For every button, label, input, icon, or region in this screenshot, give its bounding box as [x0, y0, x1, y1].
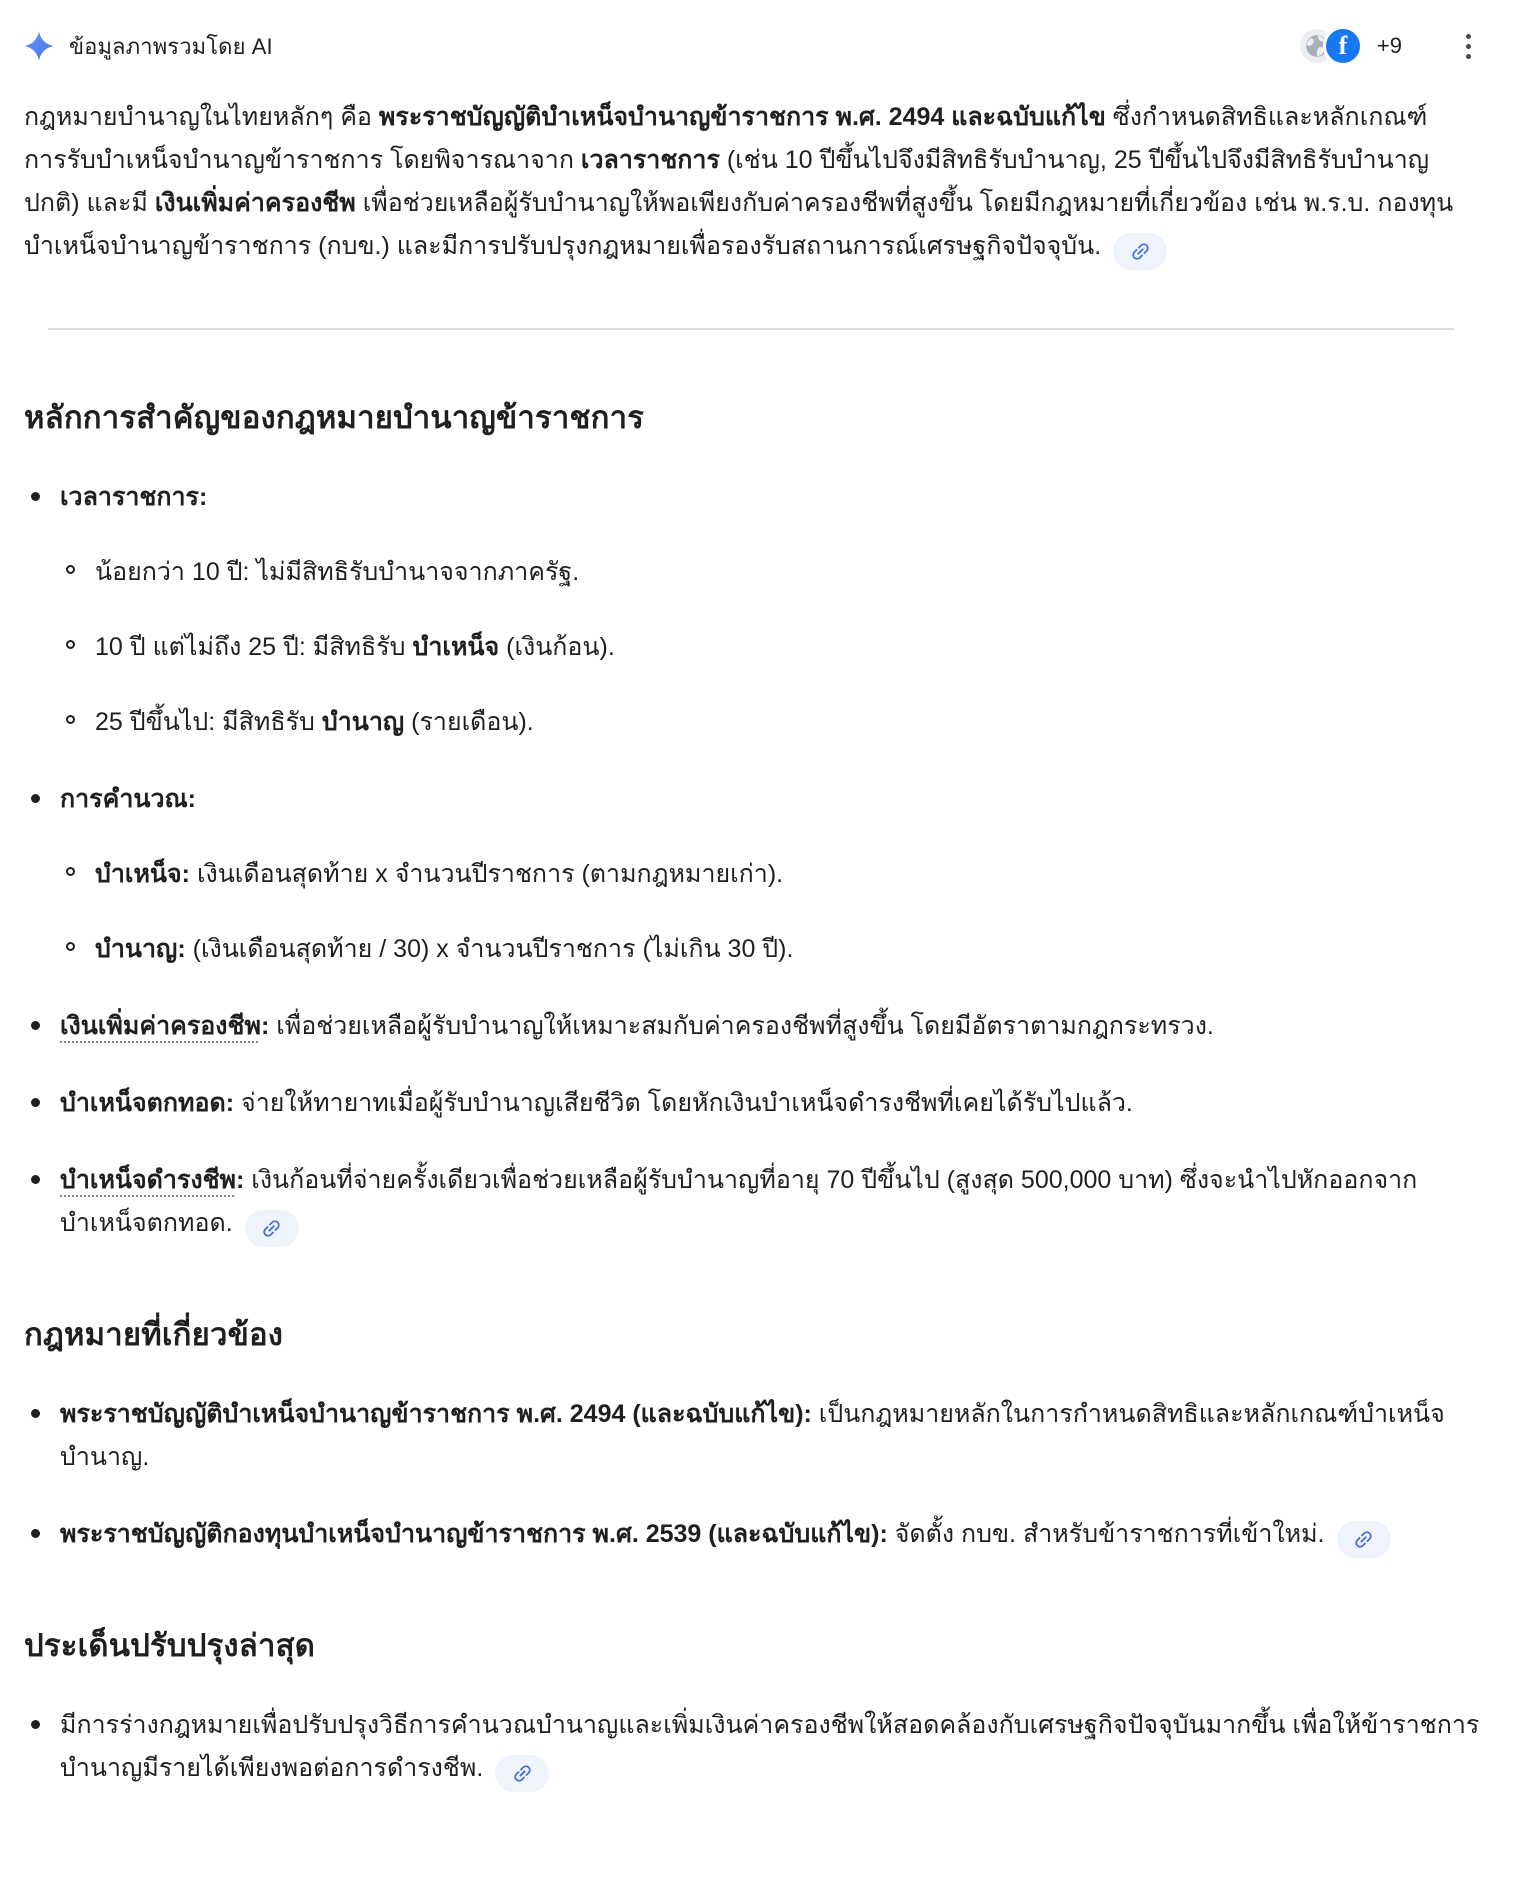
facebook-favicon-icon: f [1323, 26, 1363, 66]
text-segment: เงินเพิ่มค่าครองชีพ [60, 1012, 261, 1040]
circle-bullet-marker [66, 565, 75, 574]
section-divider [48, 328, 1454, 330]
kebab-dot [1466, 34, 1471, 39]
text-segment: 25 ปีขึ้นไป: มีสิทธิรับ [95, 708, 322, 736]
disc-bullet-marker [31, 1529, 40, 1538]
bullet-item [24, 476, 1484, 519]
disc-bullet-marker [31, 1720, 40, 1729]
bullet-text [60, 476, 1484, 519]
bullet-item [24, 1005, 1484, 1048]
section-heading: กฎหมายที่เกี่ยวข้อง [24, 1317, 284, 1352]
sub-bullet-item [66, 928, 1494, 971]
text-segment: เวลาราชการ [580, 146, 720, 174]
sub-bullet-item [66, 626, 1494, 669]
source-link-chip[interactable] [245, 1210, 299, 1247]
kebab-dot [1466, 54, 1471, 59]
text-segment: เงินเพิ่มค่าครองชีพ [154, 189, 356, 217]
ai-overview-title: ข้อมูลภาพรวมโดย AI [69, 33, 273, 59]
text-segment: เวลาราชการ: [60, 483, 208, 511]
disc-bullet-marker [31, 1021, 40, 1030]
ai-overview-header-actions [1297, 24, 1494, 68]
text-segment: ซึ่งกำหนดสิทธิและหลักเกณฑ์การรับบำเหน็จบำนาญข้าราชการ โดยพิจารณาจาก [24, 103, 1428, 174]
link-icon [1124, 235, 1157, 268]
text-segment: บำนาญ: [95, 935, 186, 963]
bullet-item [24, 1704, 1484, 1792]
disc-bullet-marker [31, 1409, 40, 1418]
bullet-text [95, 626, 1494, 669]
circle-bullet-marker [66, 867, 75, 876]
disc-bullet-marker [31, 1175, 40, 1184]
disc-bullet-marker [31, 794, 40, 803]
bullet-text [60, 1704, 1484, 1792]
sections-container [24, 392, 1494, 1792]
text-segment: (รายเดือน). [404, 708, 534, 736]
text-segment: พระราชบัญญัติบำเหน็จบำนาญข้าราชการ พ.ศ. 2494 และฉบับแก้ไข [378, 103, 1106, 131]
circle-bullet-marker [66, 942, 75, 951]
intro-text [24, 103, 1453, 260]
text-segment: (เงินเดือนสุดท้าย / 30) x จำนวนปีราชการ (ไม่เกิน 30 ปี). [185, 935, 794, 963]
ai-overview-title-group [24, 29, 273, 64]
text-segment: บำนาญ [321, 708, 405, 736]
bullet-text [60, 1393, 1484, 1479]
text-segment: : [236, 1166, 245, 1194]
kebab-dot [1466, 44, 1471, 49]
more-options-button[interactable] [1446, 24, 1490, 68]
text-segment: เป็นกฎหมายหลักในการกำหนดสิทธิและหลักเกณฑ์บำเหน็จบำนาญ. [60, 1400, 1445, 1471]
bullet-text [60, 1005, 1484, 1048]
intro-paragraph [24, 96, 1464, 270]
bullet-text [60, 1082, 1484, 1125]
text-segment: (เช่น 10 ปีขึ้นไปจึงมีสิทธิรับบำนาญ, 25 ปีขึ้นไปจึงมีสิทธิรับบำนาญปกติ) และมี [24, 146, 1430, 217]
text-segment: น้อยกว่า 10 ปี: ไม่มีสิทธิรับบำนาจจากภาครัฐ. [95, 558, 580, 586]
ai-sparkle-icon [24, 31, 54, 61]
bullet-text [60, 1159, 1484, 1247]
disc-bullet-marker [31, 1098, 40, 1107]
text-segment: บำเหน็จ: [95, 860, 190, 888]
link-icon [255, 1212, 288, 1245]
text-segment: (เงินก้อน). [499, 633, 615, 661]
text-segment: มีการร่างกฎหมายเพื่อปรับปรุงวิธีการคำนวณบำนาญและเพิ่มเงินค่าครองชีพให้สอดคล้องกับเศรษฐกิจปัจจุบันมากขึ้น เพื่อให้ข้าราชการบำนาญมีรายได้เพียงพอต่อการดำรงชีพ. [60, 1711, 1480, 1782]
link-icon [1347, 1523, 1380, 1556]
sources-count-badge[interactable]: +9 [1376, 33, 1402, 58]
source-link-chip[interactable] [1337, 1521, 1391, 1558]
sub-bullet-item [66, 551, 1494, 594]
circle-bullet-marker [66, 640, 75, 649]
section-heading: หลักการสำคัญของกฎหมายบำนาญข้าราชการ [24, 400, 645, 435]
bullet-text [60, 778, 1484, 821]
text-segment: เพื่อช่วยเหลือผู้รับบำนาญให้เหมาะสมกับค่าครองชีพที่สูงขึ้น โดยมีอัตราตามกฎกระทรวง. [269, 1012, 1214, 1040]
bullet-item [24, 1513, 1484, 1558]
text-segment: บำเหน็จตกทอด: [60, 1089, 235, 1117]
bullet-item [24, 1159, 1484, 1247]
text-segment: 10 ปี แต่ไม่ถึง 25 ปี: มีสิทธิรับ [95, 633, 413, 661]
ai-overview-header [24, 22, 1494, 70]
text-segment: พระราชบัญญัติบำเหน็จบำนาญข้าราชการ พ.ศ. 2494 (และฉบับแก้ไข): [60, 1400, 812, 1428]
disc-bullet-marker [31, 492, 40, 501]
text-segment: จ่ายให้ทายาทเมื่อผู้รับบำนาญเสียชีวิต โดยหักเงินบำเหน็จดำรงชีพที่เคยได้รับไปแล้ว. [234, 1089, 1133, 1117]
text-segment: บำเหน็จดำรงชีพ [60, 1166, 237, 1194]
source-favicons[interactable] [1297, 26, 1363, 66]
bullet-text [95, 928, 1494, 971]
bullet-text [60, 1513, 1484, 1558]
bullet-item [24, 778, 1484, 821]
text-segment: จัดตั้ง กบข. สำหรับข้าราชการที่เข้าใหม่. [887, 1520, 1325, 1548]
source-link-chip[interactable] [495, 1755, 549, 1792]
bullet-text [95, 701, 1494, 744]
sub-bullet-item [66, 853, 1494, 896]
text-segment: การคำนวณ: [60, 785, 197, 813]
section-heading: ประเด็นปรับปรุงล่าสุด [24, 1628, 316, 1663]
sub-bullet-item [66, 701, 1494, 744]
text-segment: : [260, 1012, 270, 1040]
text-segment: บำเหน็จ [412, 633, 500, 661]
circle-bullet-marker [66, 715, 75, 724]
text-segment: กฎหมายบำนาญในไทยหลักๆ คือ [24, 103, 379, 131]
bullet-text [95, 551, 1494, 594]
text-segment: เพื่อช่วยเหลือผู้รับบำนาญให้พอเพียงกับค่าครองชีพที่สูงขึ้น โดยมีกฎหมายที่เกี่ยวข้อง เช่น พ.ร.บ. กองทุนบำเหน็จบำนาญข้าราชการ (กบข.) และมีการปรับปรุงกฎหมายเพื่อรองรับสถานการณ์เศรษฐกิจปัจจุบัน. [24, 189, 1454, 260]
text-segment: พระราชบัญญัติกองทุนบำเหน็จบำนาญข้าราชการ พ.ศ. 2539 (และฉบับแก้ไข): [60, 1520, 888, 1548]
bullet-item [24, 1393, 1484, 1479]
link-icon [506, 1757, 539, 1790]
text-segment: เงินก้อนที่จ่ายครั้งเดียวเพื่อช่วยเหลือผู้รับบำนาญที่อายุ 70 ปีขึ้นไป (สูงสุด 500,000 บาท) ซึ่งจะนำไปหักออกจากบำเหน็จตกทอด. [60, 1166, 1418, 1237]
text-segment: เงินเดือนสุดท้าย x จำนวนปีราชการ (ตามกฎหมายเก่า). [190, 860, 784, 888]
bullet-text [95, 853, 1494, 896]
source-link-chip[interactable] [1113, 233, 1167, 270]
bullet-item [24, 1082, 1484, 1125]
